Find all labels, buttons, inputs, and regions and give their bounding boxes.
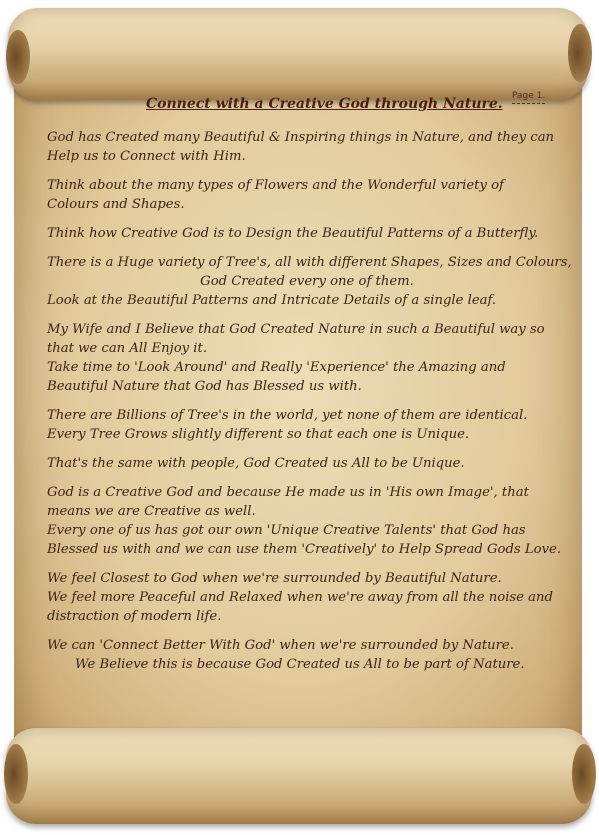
text-line: Look at the Beautiful Patterns and Intricate Details of a single leaf. [47, 293, 497, 308]
text-line: God Created every one of them. [200, 274, 414, 289]
text-line: God is a Creative God and because He made us in 'His own Image', that [47, 485, 529, 500]
text-line: distraction of modern life. [47, 609, 222, 624]
text-line: Every Tree Grows slightly different so that each one is Unique. [47, 427, 470, 442]
text-line: that we can All Enjoy it. [47, 341, 208, 356]
text-line: We feel more Peaceful and Relaxed when we're away from all the noise and [47, 590, 553, 605]
text-line: Think about the many types of Flowers and the Wonderful variety of [47, 178, 504, 193]
text-line: We feel Closest to God when we're surrounded by Beautiful Nature. [47, 571, 502, 586]
text-line: Think how Creative God is to Design the Beautiful Patterns of a Butterfly. [47, 226, 539, 241]
text-line: That's the same with people, God Created us All to be Unique. [47, 456, 465, 471]
text-line: God has Created many Beautiful & Inspiring things in Nature, and they can [47, 130, 555, 145]
text-line: means we are Creative as well. [47, 504, 256, 519]
text-line: Every one of us has got our own 'Unique Creative Talents' that God has [47, 523, 526, 538]
text-line: We can 'Connect Better With God' when we're surrounded by Nature. [47, 638, 514, 653]
top-left-roll-end [6, 30, 30, 84]
text-line: Blessed us with and we can use them 'Creatively' to Help Spread Gods Love. [47, 542, 562, 557]
bottom-left-roll-end [4, 744, 28, 804]
text-line: Beautiful Nature that God has Blessed us with. [47, 379, 362, 394]
paragraph [47, 253, 572, 310]
text-line: Take time to 'Look Around' and Really 'Experience' the Amazing and [47, 360, 506, 375]
scroll-body [47, 128, 572, 684]
top-scroll-roll [8, 8, 588, 100]
bottom-right-roll-end [572, 744, 596, 804]
paragraph [47, 483, 567, 559]
top-right-roll-end [568, 24, 592, 82]
text-line: Help us to Connect with Him. [47, 149, 246, 164]
document-title: Connect with a Creative God through Nature. [146, 96, 503, 112]
paragraph [47, 224, 567, 243]
paragraph [47, 128, 567, 166]
text-line: My Wife and I Believe that God Created Nature in such a Beautiful way so [47, 322, 545, 337]
text-line: Colours and Shapes. [47, 197, 185, 212]
text-line: We Believe this is because God Created us All to be part of Nature. [75, 657, 525, 672]
paragraph [47, 636, 567, 674]
text-line: There is a Huge variety of Tree's, all with different Shapes, Sizes and Colours, [47, 255, 572, 270]
paragraph [47, 320, 567, 396]
paragraph [47, 454, 567, 473]
page-number: Page 1. [512, 91, 545, 104]
paragraph [47, 406, 567, 444]
paragraph [47, 569, 567, 626]
bottom-scroll-roll [6, 728, 592, 824]
paragraph [47, 176, 567, 214]
text-line: There are Billions of Tree's in the world, yet none of them are identical. [47, 408, 528, 423]
